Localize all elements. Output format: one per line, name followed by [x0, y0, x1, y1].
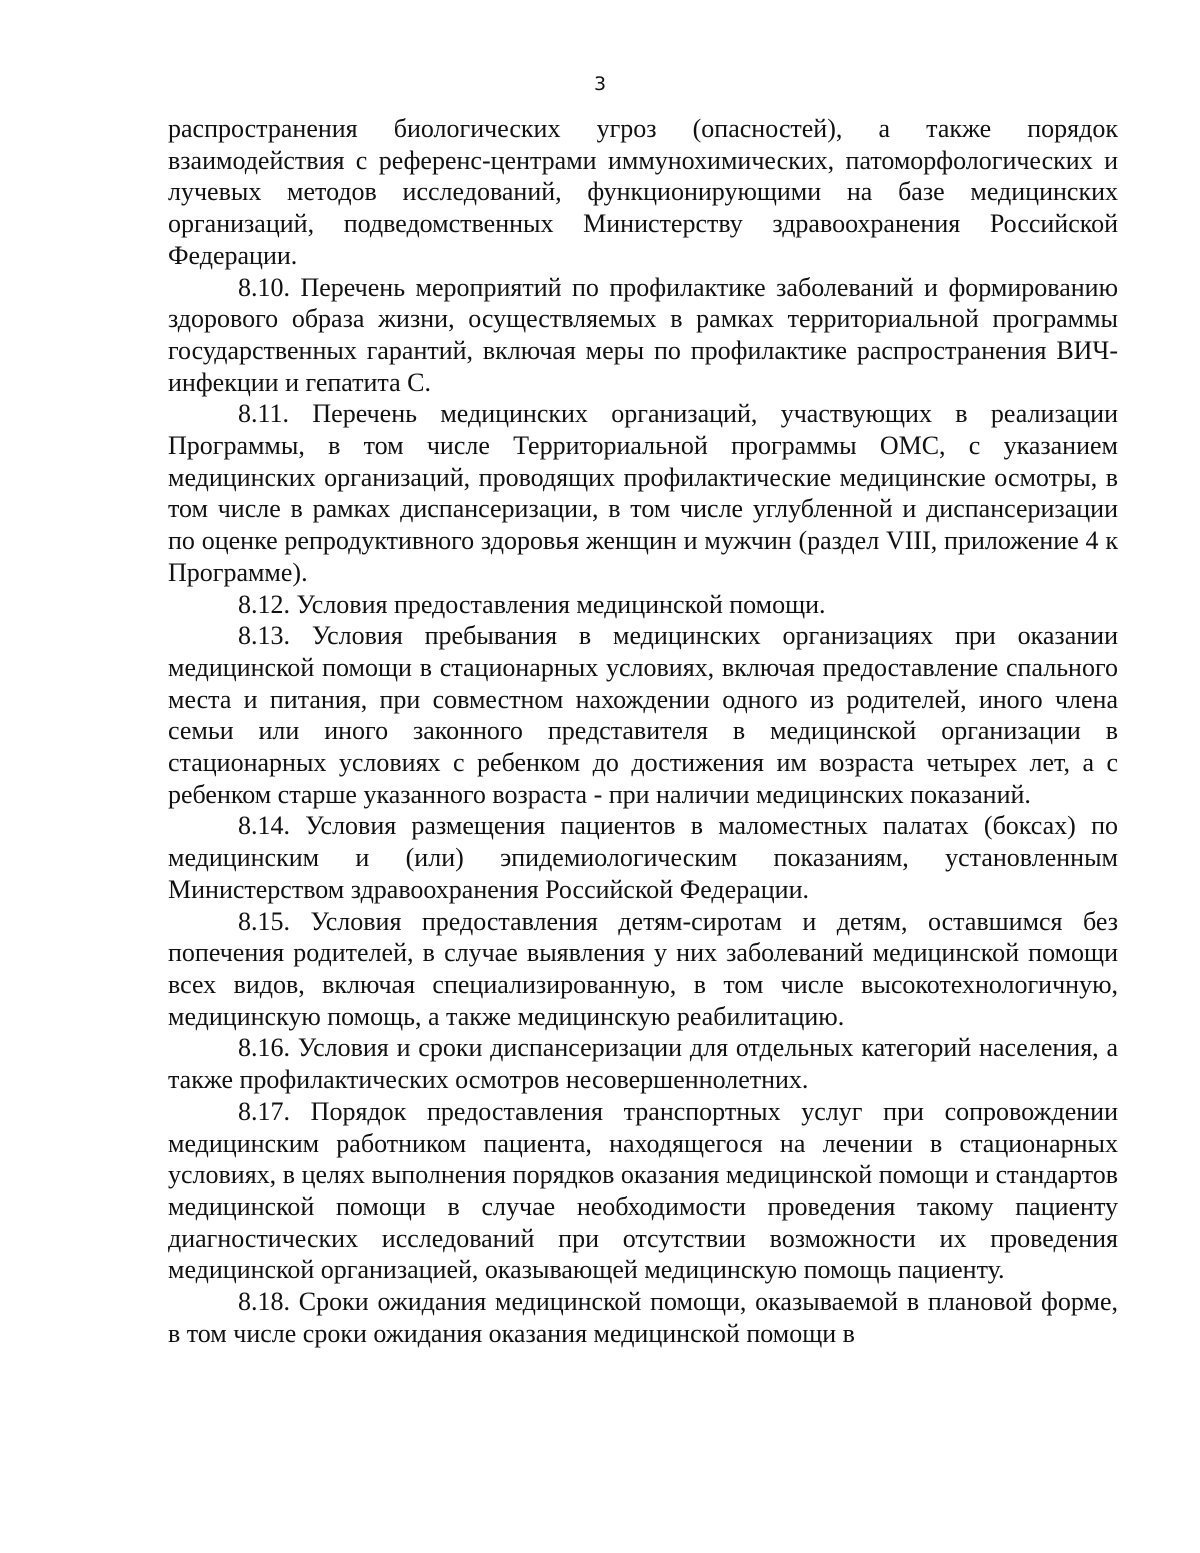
- paragraph-8-13: 8.13. Условия пребывания в медицинских организациях при оказании медицинской помощи в стационарных условиях, включая предоставление спального места и питания, при совместном нахождении одного из родителей, иного члена семьи или иного законного представителя в медицинской организации в стационарных условиях с ребенком до достижения им возраста четырех лет, а с ребенком старше указанного возраста - при наличии медицинских показаний.: [168, 621, 1118, 809]
- paragraph-continuation: распространения биологических угроз (опасностей), а также порядок взаимодействия с референс-центрами иммунохимических, патоморфологических и лучевых методов исследований, функционирующими на базе медицинских организаций, подведомственных Министерству здравоохранения Российской Федерации.: [168, 114, 1118, 270]
- paragraph-8-14: 8.14. Условия размещения пациентов в маломестных палатах (боксах) по медицинским и (или) эпидемиологическим показаниям, установленным Министерством здравоохранения Российской Федерации.: [168, 811, 1118, 904]
- paragraph-8-12: 8.12. Условия предоставления медицинской помощи.: [238, 589, 826, 619]
- paragraph-8-10: 8.10. Перечень мероприятий по профилактике заболеваний и формированию здорового образа жизни, осуществляемых в рамках территориальной программы государственных гарантий, включая меры по профилактике распространения ВИЧ- инфекции и гепатита С.: [168, 272, 1118, 397]
- page-number: 3: [593, 73, 607, 95]
- paragraph-8-11: 8.11. Перечень медицинских организаций, участвующих в реализации Программы, в том числе Территориальной программы ОМС, с указанием медицинских организаций, проводящих профилактические медицинские осмотры, в том числе в рамках диспансеризации, в том числе углубленной и диспансеризации по оценке репродуктивного здоровья женщин и мужчин (раздел VIII, приложение 4 к Программе).: [168, 399, 1118, 587]
- paragraph-8-17: 8.17. Порядок предоставления транспортных услуг при сопровождении медицинским работником пациента, находящегося на лечении в стационарных условиях, в целях выполнения порядков оказания медицинской помощи и стандартов медицинской помощи в случае необходимости проведения такому пациенту диагностических исследований при отсутствии возможности их проведения медицинской организацией, оказывающей медицинскую помощь пациенту.: [168, 1096, 1118, 1285]
- paragraph-8-15: 8.15. Условия предоставления детям-сиротам и детям, оставшимся без попечения родителей, в случае выявления у них заболеваний медицинской помощи всех видов, включая специализированную, в том числе высокотехнологичную, медицинскую помощь, а также медицинскую реабилитацию.: [168, 906, 1118, 1031]
- paragraph-8-16: 8.16. Условия и сроки диспансеризации для отдельных категорий населения, а также профилактических осмотров несовершеннолетних.: [168, 1033, 1118, 1095]
- paragraph-8-18: 8.18. Сроки ожидания медицинской помощи, оказываемой в плановой форме, в том числе сроки ожидания оказания медицинской помощи в: [168, 1287, 1118, 1348]
- document-body: [168, 113, 1118, 1349]
